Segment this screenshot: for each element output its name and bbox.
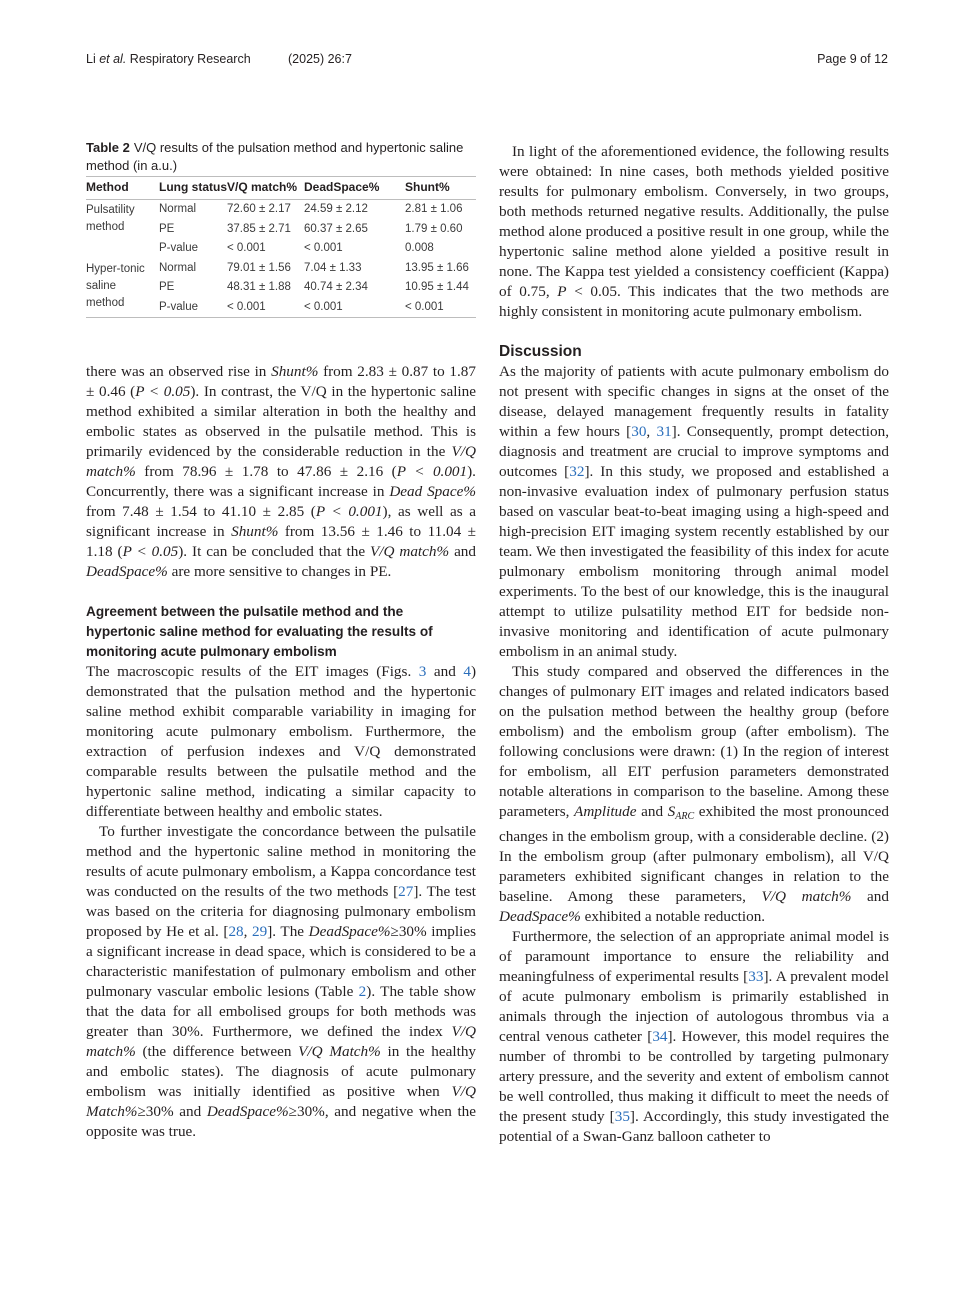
shunt-cell: 2.81 ± 1.06 <box>405 203 463 215</box>
status-cell: P-value <box>159 242 198 254</box>
col-deadspace: DeadSpace% <box>304 180 380 194</box>
ref-33-link[interactable]: 33 <box>748 968 764 985</box>
running-head <box>86 52 888 70</box>
method-cell: Hyper-tonic saline method <box>86 262 145 309</box>
vq-cell: 79.01 ± 1.56 <box>227 261 291 274</box>
vq-cell: 37.85 ± 2.71 <box>227 222 291 235</box>
deadspace-cell: 24.59 ± 2.12 <box>304 203 368 215</box>
status-cell: Normal <box>159 261 197 274</box>
deadspace-cell: 40.74 ± 2.34 <box>304 281 368 293</box>
kappa-paragraph: In light of the aforementioned evidence, the following results were obtained: In nine cases, both methods yielded positive results for pulmonary embolism. Conversely, in two groups, both methods returned negative results. Additionally, the pulse method alone produced a positive result in one group, while the hypertonic saline method alone yielded a positive result in none. The Kappa test yielded a consistency coefficient (Kappa) of 0.75, P < 0.05. This indicates that the two methods are highly consistent in monitoring acute pulmonary embolism. <box>499 143 890 320</box>
method-cell: Pulsatility method <box>86 204 135 233</box>
ref-27-link[interactable]: 27 <box>398 883 414 900</box>
col-vq-match: V/Q match% <box>227 180 298 194</box>
vq-cell: < 0.001 <box>227 300 266 313</box>
vq-cell: 48.31 ± 1.88 <box>227 281 291 293</box>
agreement-paragraph-1: The macroscopic results of the EIT images (Figs. 3 and 4) demonstrated that the pulsation method and the hypertonic saline method exhibit comparable variability in imaging for monitoring acute pulmonary embolism. Furthermore, the extraction of perfusion indexes and V/Q demonstrated comparable results between the pulsatile method and the hypertonic saline method, indicating a similar capacity to differentiate between healthy and embolic states. <box>86 663 476 820</box>
vq-cell: < 0.001 <box>227 242 266 254</box>
deadspace-cell: 60.37 ± 2.65 <box>304 222 368 235</box>
vq-results-table <box>86 176 476 318</box>
col-method: Method <box>86 180 129 194</box>
discussion-heading: Discussion <box>499 343 582 360</box>
discussion-paragraph-3: Furthermore, the selection of an appropriate animal model is of paramount importance to ensure the reliability and meaningfulness of experimental results [33]. A prevalent model of acute pulmonary embolism is primarily established in animals through the injection of autologous thrombus via a central venous catheter [34]. However, this model requires the number of thrombi to be controlled by targeting pulmonary artery pressure, and the severity and extent of embolism cannot be well controlled, thus making it difficult to meet the needs of the present study [35]. Accordingly, this study investigated the potential of a Swan-Ganz balloon catheter to <box>499 928 890 1145</box>
agreement-heading: Agreement between the pulsatile method and the hypertonic saline method for evaluating the results of monitoring acute pulmonary embolism <box>86 604 433 659</box>
running-head-author: Li et al. Respiratory Research <box>86 52 251 66</box>
ref-28-link[interactable]: 28 <box>228 923 244 940</box>
shunt-cell: 10.95 ± 1.44 <box>405 281 469 293</box>
figure-3-link[interactable]: 3 <box>418 663 427 680</box>
table-caption-text: V/Q results of the pulsation method and hypertonic saline method (in a.u.) <box>86 140 464 173</box>
status-cell: PE <box>159 222 175 235</box>
figure-4-link[interactable]: 4 <box>463 663 471 680</box>
ref-35-link[interactable]: 35 <box>614 1108 630 1125</box>
discussion-paragraph-1: As the majority of patients with acute pulmonary embolism do not present with specific changes in signs at the onset of the disease, delayed management frequently results in fatality within a few hours [30, 31]. Consequently, prompt detection, diagnosis and treatment are crucial to improve symptoms and outcomes [32]. In this study, we proposed and established a non-invasive evaluation index of pulmonary perfusion status based on vascular beat-to-beat imaging using a high-speed and high-precision EIT imaging system recently established by our team. We then investigated the feasibility of this index for acute pulmonary embolism monitoring through animal model experiments. To the best of our knowledge, this is the inaugural attempt to utilize pulsatility method EIT for bedside non-invasive monitoring and identification of acute pulmonary embolism in an animal study. <box>499 363 889 660</box>
vq-cell: 72.60 ± 2.17 <box>227 203 291 215</box>
ref-30-link[interactable]: 30 <box>631 423 647 440</box>
shunt-cell: 13.95 ± 1.66 <box>405 261 469 274</box>
status-cell: Normal <box>159 203 197 215</box>
col-shunt: Shunt% <box>405 180 450 194</box>
table-2-link[interactable]: 2 <box>358 983 367 1000</box>
table-label: Table 2 <box>86 140 130 155</box>
shunt-cell: 0.008 <box>405 242 434 254</box>
right-column <box>499 142 889 1147</box>
deadspace-cell: < 0.001 <box>304 242 343 254</box>
left-column <box>86 362 476 1142</box>
status-cell: PE <box>159 281 175 293</box>
table-header-row <box>86 177 476 200</box>
page-number: Page 9 of 12 <box>817 52 888 66</box>
ref-32-link[interactable]: 32 <box>569 463 585 480</box>
status-cell: P-value <box>159 300 198 313</box>
shunt-cell: 1.79 ± 0.60 <box>405 222 463 235</box>
results-paragraph: there was an observed rise in Shunt% from 2.83 ± 0.87 to 1.87 ± 0.46 (P < 0.05). In contrast, the V/Q in the hypertonic saline method exhibited a similar alteration in both the healthy and embolic states as observed in the pulsatile method. This is primarily evidenced by the considerable reduction in the V/Q match% from 78.96 ± 1.78 to 47.86 ± 2.16 (P < 0.001). Concurrently, there was a significant increase in Dead Space% from 7.48 ± 1.54 to 41.10 ± 2.85 (P < 0.001), as well as a significant increase in Shunt% from 13.56 ± 1.46 to 11.04 ± 1.18 (P < 0.05). It can be concluded that the V/Q match% and DeadSpace% are more sensitive to changes in PE. <box>86 363 476 580</box>
agreement-paragraph-2: To further investigate the concordance between the pulsatile method and the hypertonic saline method in monitoring the results of acute pulmonary embolism, a Kappa concordance test was conducted on the results of the two methods [27]. The test was based on the criteria for diagnosing pulmonary embolism proposed by He et al. [28, 29]. The DeadSpace%≥30% implies a significant increase in dead space, which is considered to be a characteristic manifestation of pulmonary embolism and other pulmonary vascular embolic lesions (Table 2). The table show that the data for all embolised groups for both methods was greater than 30%. Furthermore, we defined the index V/Q match% (the difference between V/Q Match% in the healthy and embolic states). The diagnosis of acute pulmonary embolism was initially identified as positive when V/Q Match%≥30% and DeadSpace%≥30%, and negative when the opposite was true. <box>86 823 477 1140</box>
discussion-paragraph-2: This study compared and observed the differences in the changes of pulmonary EIT images and related indicators based on the pulsation method between the healthy group (before embolism) and the embolism group (after embolism). The following conclusions were drawn: (1) In the region of interest for embolism, all EIT perfusion parameters demonstrated notable alterations in comparison to the baseline. Among these parameters, Amplitude and $S_{ARC}$ exhibited the most pronounced changes in the embolism group, with a considerable decline. (2) In the embolism group (after pulmonary embolism), all V/Q parameters exhibited significant changes in relation to the baseline. Among these parameters, V/Q match% and DeadSpace% exhibited a notable reduction. <box>499 663 889 925</box>
shunt-cell: < 0.001 <box>405 300 444 313</box>
deadspace-cell: 7.04 ± 1.33 <box>304 261 362 274</box>
col-lung-status: Lung status <box>159 180 227 194</box>
table-caption <box>86 139 476 175</box>
table-row <box>86 200 476 220</box>
ref-34-link[interactable]: 34 <box>652 1028 668 1045</box>
ref-31-link[interactable]: 31 <box>656 423 672 440</box>
deadspace-cell: < 0.001 <box>304 300 343 313</box>
running-head-citation: (2025) 26:7 <box>288 52 352 66</box>
ref-29-link[interactable]: 29 <box>252 923 268 940</box>
table-row <box>86 259 476 279</box>
